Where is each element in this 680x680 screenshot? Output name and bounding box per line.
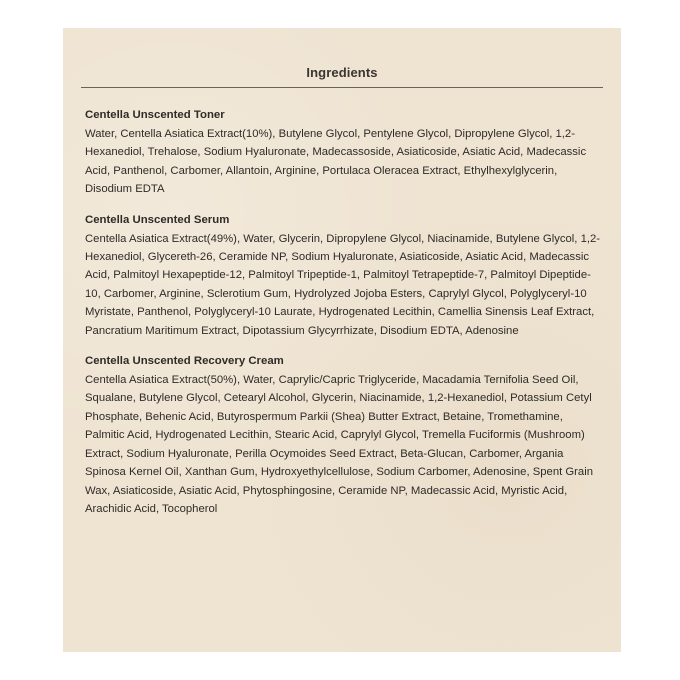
section-title: Centella Unscented Toner bbox=[85, 109, 225, 121]
divider bbox=[81, 87, 603, 88]
ingredient-list: Centella Asiatica Extract(49%), Water, Glycerin, Dipropylene Glycol, Niacinamide, Butylene Glycol, 1,2-Hexanediol, Glycereth-26, Ceramide NP, Sodium Hyaluronate, Asiaticoside, Asiatic Acid, Madecassic Acid, Palmitoyl Hexapeptide-12, Palmitoyl Tripeptide-1, Palmitoyl Tetrapeptide-7, Palmitoyl Dipeptide-10, Carbomer, Arginine, Sclerotium Gum, Hydrolyzed Jojoba Esters, Caprylyl Glycol, Polyglyceryl-10 Myristate, Panthenol, Polyglyceryl-10 Laurate, Hydrogenated Lecithin, Camellia Sinensis Leaf Extract, Pancratium Maritimum Extract, Dipotassium Glycyrrhizate, Disodium EDTA, Adenosine bbox=[85, 232, 601, 337]
ingredients-panel bbox=[63, 28, 621, 652]
serum-section bbox=[85, 212, 603, 340]
toner-section bbox=[85, 107, 603, 199]
ingredient-list: Centella Asiatica Extract(50%), Water, Caprylic/Capric Triglyceride, Macadamia Ternifolia Seed Oil, Squalane, Butylene Glycol, Cetearyl Alcohol, Glycerin, Niacinamide, 1,2-Hexanediol, Potassium Cetyl Phosphate, Behenic Acid, Butyrospermum Parkii (Shea) Butter Extract, Betaine, Tromethamine, Palmitic Acid, Hydrogenated Lecithin, Stearic Acid, Caprylyl Glycol, Tremella Fuciformis (Mushroom) Extract, Sodium Hyaluronate, Perilla Ocymoides Seed Extract, Beta-Glucan, Carbomer, Argania Spinosa Kernel Oil, Xanthan Gum, Hydroxyethylcellulose, Sodium Carbomer, Adenosine, Spent Grain Wax, Asiaticoside, Asiatic Acid, Phytosphingosine, Ceramide NP, Madecassic Acid, Myristic Acid, Arachidic Acid, Tocopherol bbox=[85, 374, 594, 515]
ingredient-sections bbox=[85, 107, 603, 531]
ingredient-list: Water, Centella Asiatica Extract(10%), Butylene Glycol, Pentylene Glycol, Dipropylene Glycol, 1,2-Hexanediol, Trehalose, Sodium Hyaluronate, Madecassoside, Asiaticoside, Asiatic Acid, Madecassic Acid, Panthenol, Carbomer, Allantoin, Arginine, Portulaca Oleracea Extract, Ethylhexylglycerin, Disodium EDTA bbox=[85, 128, 587, 196]
cream-section bbox=[85, 353, 603, 518]
section-title: Centella Unscented Recovery Cream bbox=[85, 355, 284, 368]
section-title: Centella Unscented Serum bbox=[85, 213, 230, 226]
page-title: Ingredients bbox=[306, 65, 378, 80]
